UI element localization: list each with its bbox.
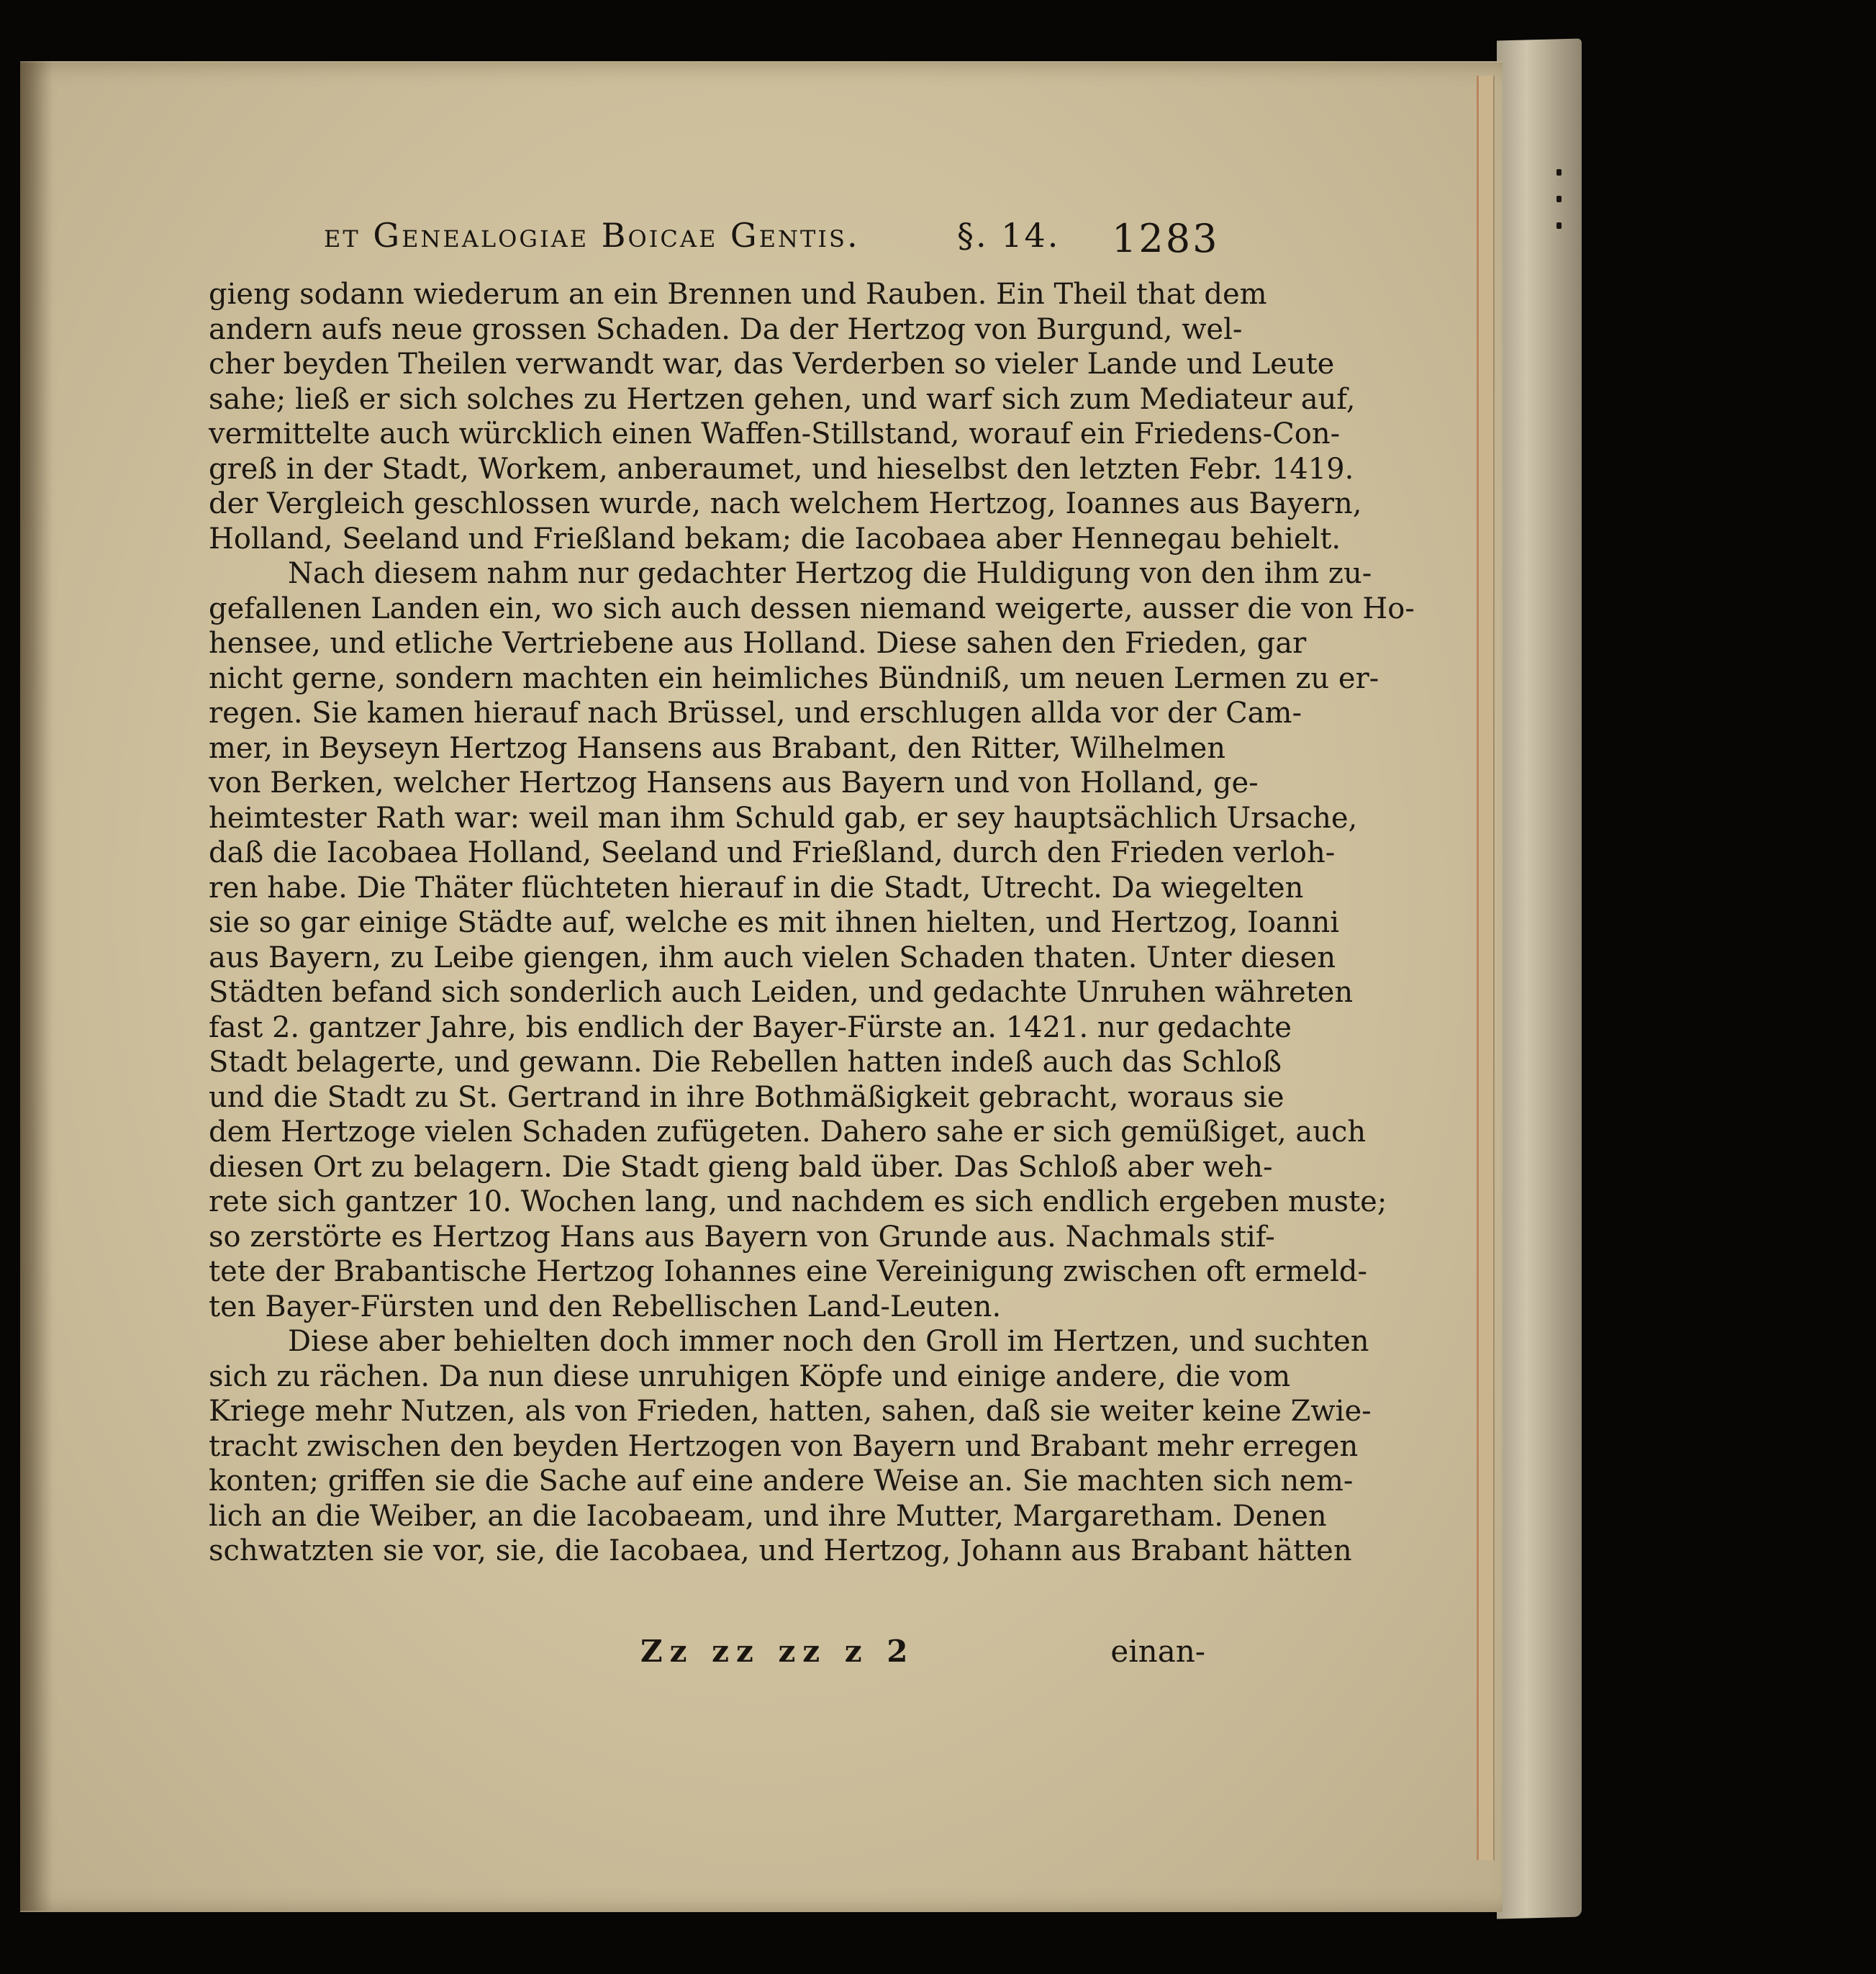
text-line: regen. Sie kamen hierauf nach Brüssel, und erschlugen allda vor der Cam- bbox=[209, 697, 1302, 730]
text-line: greß in der Stadt, Workem, anberaumet, und hieselbst den letzten Febr. 1419. bbox=[209, 452, 1354, 486]
text-line: heimtester Rath war: weil man ihm Schuld gab, er sey hauptsächlich Ursache, bbox=[209, 801, 1358, 835]
page-number: 1283 bbox=[1112, 216, 1220, 261]
text-line: sich zu rächen. Da nun diese unruhigen Köpfe und einige andere, die vom bbox=[209, 1359, 1291, 1393]
text-line: nicht gerne, sondern machten ein heimliches Bündniß, um neuen Lermen zu er- bbox=[209, 661, 1379, 695]
text-line: gefallenen Landen ein, wo sich auch dessen niemand weigerte, ausser die von Ho- bbox=[209, 592, 1415, 625]
text-line: andern aufs neue grossen Schaden. Da der Hertzog von Burgund, wel- bbox=[209, 312, 1243, 346]
text-line: tracht zwischen den beyden Hertzogen von Bayern und Brabant mehr erregen bbox=[209, 1429, 1359, 1463]
section-number: §. 14. bbox=[957, 216, 1061, 255]
gutter-shadow bbox=[20, 61, 53, 1911]
text-line: daß die Iacobaea Holland, Seeland und Frießland, durch den Frieden verloh- bbox=[209, 836, 1336, 869]
text-line: so zerstörte es Hertzog Hans aus Bayern von Grunde aus. Nachmals stif- bbox=[209, 1220, 1275, 1254]
text-line: mer, in Beyseyn Hertzog Hansens aus Brabant, den Ritter, Wilhelmen bbox=[209, 731, 1226, 765]
text-line: von Berken, welcher Hertzog Hansens aus Bayern und von Holland, ge- bbox=[209, 766, 1259, 800]
binding-dot bbox=[1556, 196, 1562, 202]
text-line: hensee, und etliche Vertriebene aus Holland. Diese sahen den Frieden, gar bbox=[209, 627, 1307, 660]
text-line: ten Bayer-Fürsten und den Rebellischen Land-Leuten. bbox=[209, 1290, 1002, 1323]
text-line: Holland, Seeland und Frießland bekam; die Iacobaea aber Hennegau behielt. bbox=[209, 522, 1341, 556]
text-line: der Vergleich geschlossen wurde, nach welchem Hertzog, Ioannes aus Bayern, bbox=[209, 487, 1362, 520]
running-header bbox=[324, 216, 1504, 281]
text-line: diesen Ort zu belagern. Die Stadt gieng bald über. Das Schloß aber weh- bbox=[209, 1150, 1273, 1184]
binding-dot bbox=[1556, 222, 1562, 229]
page-footer bbox=[209, 1634, 1205, 1677]
body-text bbox=[209, 277, 1415, 1569]
text-line: dem Hertzoge vielen Schaden zufügeten. Dahero sahe er sich gemüßiget, auch bbox=[209, 1115, 1367, 1149]
text-line: sie so gar einige Städte auf, welche es mit ihnen hielten, und Hertzog, Ioanni bbox=[209, 906, 1340, 939]
text-line: sahe; ließ er sich solches zu Hertzen gehen, und warf sich zum Mediateur auf, bbox=[209, 382, 1356, 416]
text-line: Stadt belagerte, und gewann. Die Rebellen hatten indeß auch das Schloß bbox=[209, 1046, 1282, 1079]
text-line: Städten befand sich sonderlich auch Leiden, und gedachte Unruhen währeten bbox=[209, 976, 1354, 1009]
page-trim-edge bbox=[1477, 76, 1495, 1860]
text-line: ren habe. Die Thäter flüchteten hierauf in die Stadt, Utrecht. Da wiegelten bbox=[209, 871, 1304, 905]
page-stack-edge bbox=[1497, 38, 1582, 1919]
text-line: und die Stadt zu St. Gertrand in ihre Bothmäßigkeit gebracht, woraus sie bbox=[209, 1080, 1284, 1114]
text-line: lich an die Weiber, an die Iacobaeam, und ihre Mutter, Margaretham. Denen bbox=[209, 1499, 1327, 1533]
header-title: et Genealogiae Boicae Gentis. bbox=[324, 216, 860, 255]
text-line: tete der Brabantische Hertzog Iohannes eine Vereinigung zwischen oft ermeld- bbox=[209, 1255, 1368, 1288]
text-line: gieng sodann wiederum an ein Brennen und Rauben. Ein Theil that dem bbox=[209, 278, 1267, 311]
text-line: vermittelte auch würcklich einen Waffen-Stillstand, worauf ein Friedens-Con- bbox=[209, 417, 1341, 451]
text-line: Diese aber behielten doch immer noch den Groll im Hertzen, und suchten bbox=[288, 1325, 1369, 1358]
signature-mark: Zz zz zz z 2 bbox=[640, 1634, 915, 1669]
binding-marks bbox=[1556, 169, 1564, 270]
catchword: einan- bbox=[1110, 1634, 1205, 1669]
text-line: schwatzten sie vor, sie, die Iacobaea, und Hertzog, Johann aus Brabant hätten bbox=[209, 1534, 1352, 1567]
text-line: Nach diesem nahm nur gedachter Hertzog die Huldigung von den ihm zu- bbox=[288, 557, 1372, 590]
text-line: cher beyden Theilen verwandt war, das Verderben so vieler Lande und Leute bbox=[209, 348, 1335, 381]
binding-dot bbox=[1556, 169, 1562, 176]
text-line: konten; griffen sie die Sache auf eine andere Weise an. Sie machten sich nem- bbox=[209, 1464, 1354, 1498]
text-line: fast 2. gantzer Jahre, bis endlich der Bayer-Fürste an. 1421. nur gedachte bbox=[209, 1010, 1292, 1044]
text-line: rete sich gantzer 10. Wochen lang, und nachdem es sich endlich ergeben muste; bbox=[209, 1185, 1387, 1218]
text-line: aus Bayern, zu Leibe giengen, ihm auch vielen Schaden thaten. Unter diesen bbox=[209, 941, 1336, 974]
text-line: Kriege mehr Nutzen, als von Frieden, hatten, sahen, daß sie weiter keine Zwie- bbox=[209, 1395, 1372, 1428]
